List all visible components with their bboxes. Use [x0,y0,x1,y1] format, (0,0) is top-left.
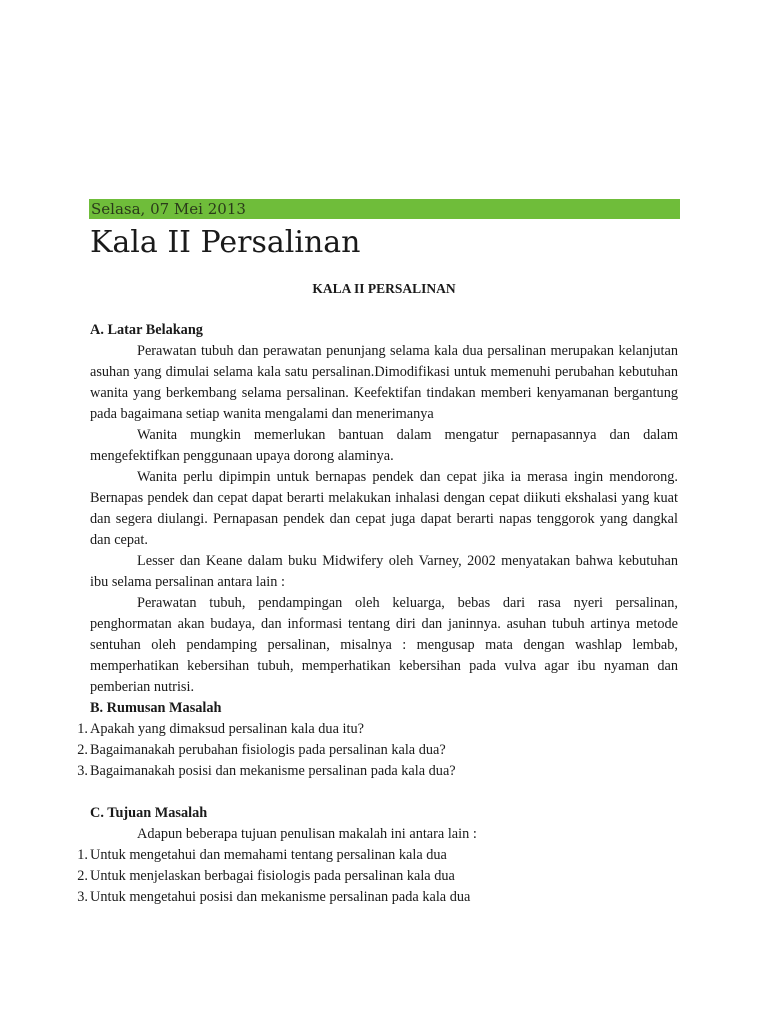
post-body [77,278,678,908]
paragraph: Lesser dan Keane dalam buku Midwifery oleh Varney, 2002 menyatakan bahwa kebutuhan ibu selama persalinan antara lain : [90,553,678,590]
list-number: 3. [77,889,88,905]
list-item-text: Untuk mengetahui dan memahami tentang persalinan kala dua [90,847,447,863]
list-number: 2. [77,868,88,884]
list-item [77,845,678,866]
list-number: 1. [77,721,88,737]
list-item-text: Bagaimanakah posisi dan mekanisme persalinan pada kala dua? [90,763,456,779]
list-number: 3. [77,763,88,779]
list-item-text: Untuk menjelaskan berbagai fisiologis pada persalinan kala dua [90,868,455,884]
paragraph: Perawatan tubuh, pendampingan oleh keluarga, bebas dari rasa nyeri persalinan, penghormatan akan budaya, dan informasi tentang diri dan janinnya. asuhan tubuh artinya metode sentuhan oleh pendamping persalinan, misalnya : mengusap mata dengan washlap lembab, memperhatikan kebersihan tubuh, memperhatikan kebersihan pada vulva agar ibu nyaman dan pemberian nutrisi. [90,595,678,695]
list-item-text: Bagaimanakah perubahan fisiologis pada persalinan kala dua? [90,742,446,758]
list-number: 2. [77,742,88,758]
list-item [77,740,678,761]
document-title: KALA II PERSALINAN [312,281,456,296]
list-item [77,761,678,782]
post-title[interactable]: Kala II Persalinan [90,225,361,260]
section-b-heading: B. Rumusan Masalah [90,700,222,716]
post-date-bar [89,199,680,219]
list-item [77,719,678,740]
research-questions-list [77,719,678,782]
list-number: 1. [77,847,88,863]
list-item [77,887,678,908]
section-a-heading: A. Latar Belakang [90,322,203,338]
section-c-heading: C. Tujuan Masalah [90,805,208,821]
objectives-list [77,845,678,908]
paragraph: Adapun beberapa tujuan penulisan makalah ini antara lain : [137,826,477,842]
list-item-text: Apakah yang dimaksud persalinan kala dua itu? [90,721,364,737]
paragraph: Perawatan tubuh dan perawatan penunjang selama kala dua persalinan merupakan kelanjutan asuhan yang dimulai selama kala satu persalinan.Dimodifikasi untuk memenuhi perubahan kebutuhan wanita yang berkembang selama persalinan. Keefektifan tindakan memberi kenyamanan bergantung pada bagaimana setiap wanita mengalami dan menerimanya [90,343,678,422]
post-date: Selasa, 07 Mei 2013 [91,200,246,218]
paragraph: Wanita mungkin memerlukan bantuan dalam mengatur pernapasannya dan dalam mengefektifkan penggunaan upaya dorong alaminya. [90,427,678,464]
list-item-text: Untuk mengetahui posisi dan mekanisme persalinan pada kala dua [90,889,471,905]
list-item [77,866,678,887]
paragraph: Wanita perlu dipimpin untuk bernapas pendek dan cepat jika ia merasa ingin mendorong. Bernapas pendek dan cepat dapat berarti melakukan inhalasi dengan cepat diikuti ekshalasi yang kuat dan segera diulangi. Pernapasan pendek dan cepat juga dapat berarti napas tenggorok yang dangkal dan cepat. [90,469,678,548]
